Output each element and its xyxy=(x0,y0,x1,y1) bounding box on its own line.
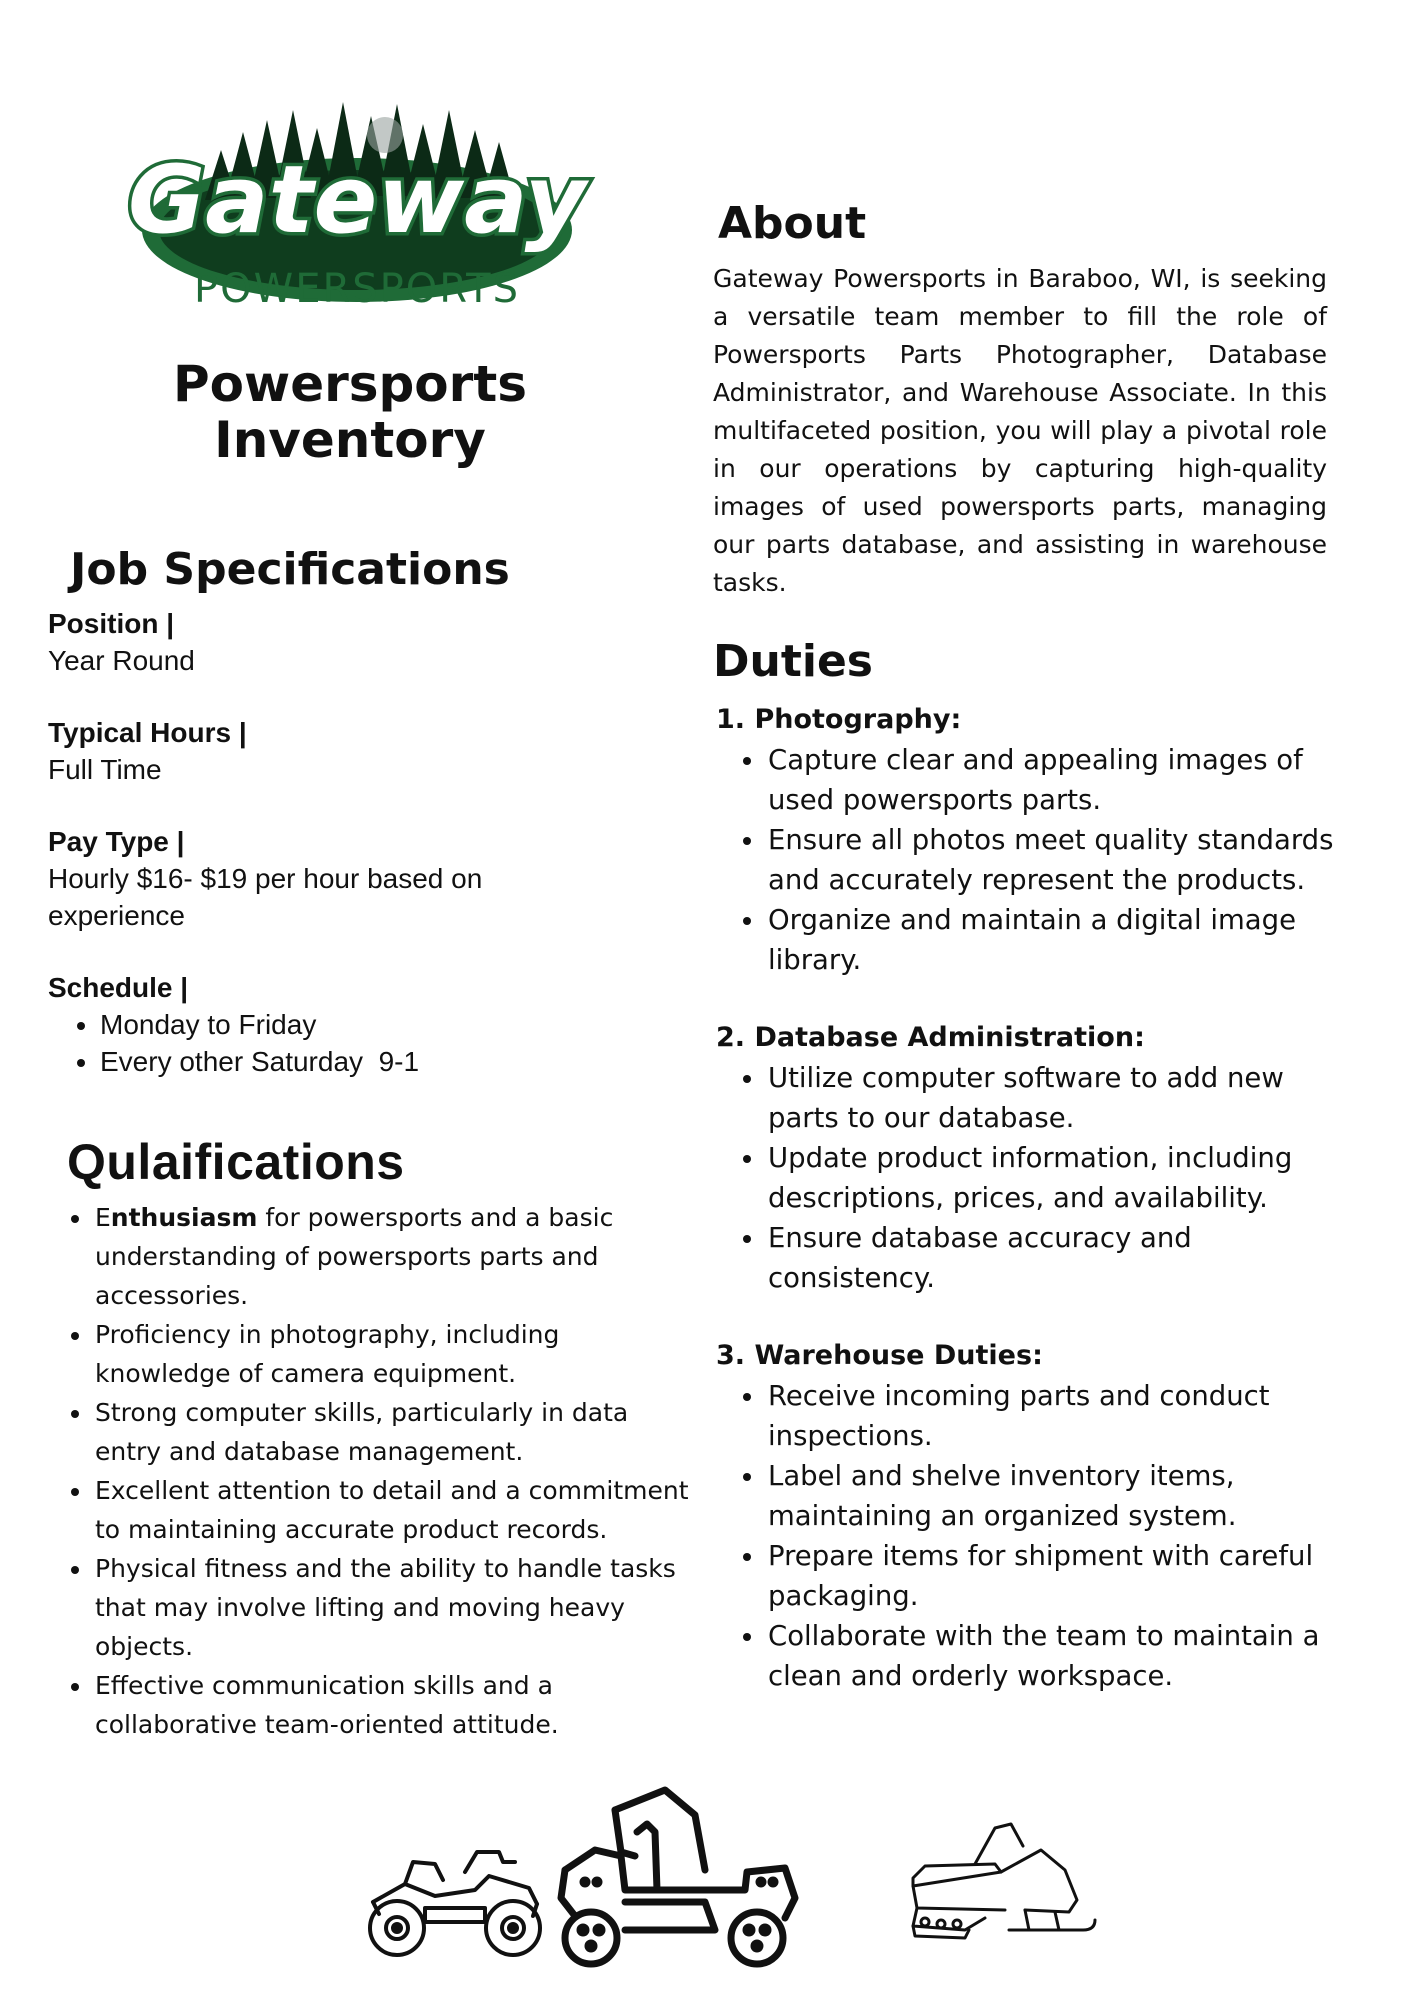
qualification-item: • Excellent attention to detail and a commitment to maintaining accurate product records. xyxy=(93,1471,700,1549)
schedule-label: Schedule | xyxy=(48,972,189,1003)
duty-section-title: 2. Database Administration: xyxy=(716,1022,1145,1053)
pay-label: Pay Type | xyxy=(48,826,185,857)
duty-item: • Utilize computer software to add new parts to our database. xyxy=(766,1058,1356,1138)
qualification-item: • Effective communication skills and a collaborative team-oriented attitude. xyxy=(93,1666,700,1744)
duty-section-photography xyxy=(716,700,1356,980)
qual-rest: for powersports and a basic understanding of powersports parts and accessories. xyxy=(95,1203,614,1310)
duty-list xyxy=(716,740,1356,980)
logo-tagline: POWERSPORTS xyxy=(194,266,520,312)
about-heading: About xyxy=(718,198,867,249)
spec-position xyxy=(48,605,688,679)
pay-value: Hourly $16- $19 per hour based on experience xyxy=(48,863,483,931)
snowmobile-icon xyxy=(913,1824,1095,1938)
duty-item: • Organize and maintain a digital image library. xyxy=(766,900,1356,980)
qualifications-heading: Qulaifications xyxy=(67,1134,405,1190)
duty-item: • Prepare items for shipment with careful packaging. xyxy=(766,1536,1356,1616)
qual-prefix: E xyxy=(95,1203,111,1232)
qualification-item: • Strong computer skills, particularly in data entry and database management. xyxy=(93,1393,700,1471)
duty-section-warehouse xyxy=(716,1336,1356,1696)
title-line-2: Inventory xyxy=(214,411,486,469)
gateway-logo xyxy=(95,80,625,330)
duty-item: • Ensure all photos meet quality standards and accurately represent the products. xyxy=(766,820,1356,900)
duty-item: • Receive incoming parts and conduct inspections. xyxy=(766,1376,1356,1456)
duty-section-database xyxy=(716,1018,1356,1298)
duty-list xyxy=(716,1058,1356,1298)
position-label: Position | xyxy=(48,608,175,639)
hours-value: Full Time xyxy=(48,754,162,785)
qualification-item: • Proficiency in photography, including knowledge of camera equipment. xyxy=(93,1315,700,1393)
duty-list xyxy=(716,1376,1356,1696)
qualification-item xyxy=(93,1198,700,1315)
schedule-item: • Every other Saturday 9-1 xyxy=(100,1043,688,1080)
job-specs-heading: Job Specifications xyxy=(70,544,510,595)
qualifications-block xyxy=(50,1198,700,1744)
vehicle-icons-graphic xyxy=(365,1780,1105,1970)
qualification-item: • Physical fitness and the ability to handle tasks that may involve lifting and moving heavy objects. xyxy=(93,1549,700,1666)
title-line-1: Powersports xyxy=(173,355,527,413)
position-value: Year Round xyxy=(48,645,195,676)
duty-item: • Capture clear and appealing images of used powersports parts. xyxy=(766,740,1356,820)
hours-label: Typical Hours | xyxy=(48,717,247,748)
duty-item: • Update product information, including descriptions, prices, and availability. xyxy=(766,1138,1356,1218)
duty-item: • Collaborate with the team to maintain a clean and orderly workspace. xyxy=(766,1616,1356,1696)
logo-graphic xyxy=(95,80,625,330)
logo-wordmark: Gateway xyxy=(128,146,586,255)
duty-section-title: 1. Photography: xyxy=(716,704,962,735)
about-text: Gateway Powersports in Baraboo, WI, is seeking a versatile team member to fill the role of Powersports Parts Photographer, Database Administrator, and Warehouse Associate. In this multifaceted position, you will play a pivotal role in our operations by capturing high-quality images of used powersports parts, managing our parts database, and assisting in warehouse tasks. xyxy=(713,264,1327,597)
utv-icon xyxy=(561,1790,795,1964)
duty-section-title: 3. Warehouse Duties: xyxy=(716,1340,1043,1371)
qualifications-list xyxy=(50,1198,700,1744)
schedule-list xyxy=(48,1006,688,1080)
job-specs-block xyxy=(48,605,688,1080)
spec-hours xyxy=(48,714,688,788)
duties-heading: Duties xyxy=(713,636,873,687)
document-title xyxy=(80,356,620,468)
schedule-item: • Monday to Friday xyxy=(100,1006,688,1043)
vehicle-icons xyxy=(365,1780,1105,1970)
duties-block xyxy=(716,700,1356,1696)
atv-icon xyxy=(370,1852,540,1955)
qual-emphasis: nthusiasm xyxy=(110,1203,258,1232)
duty-item: • Ensure database accuracy and consistency. xyxy=(766,1218,1356,1298)
spec-pay xyxy=(48,823,688,934)
spec-schedule xyxy=(48,969,688,1080)
duty-item: • Label and shelve inventory items, maintaining an organized system. xyxy=(766,1456,1356,1536)
